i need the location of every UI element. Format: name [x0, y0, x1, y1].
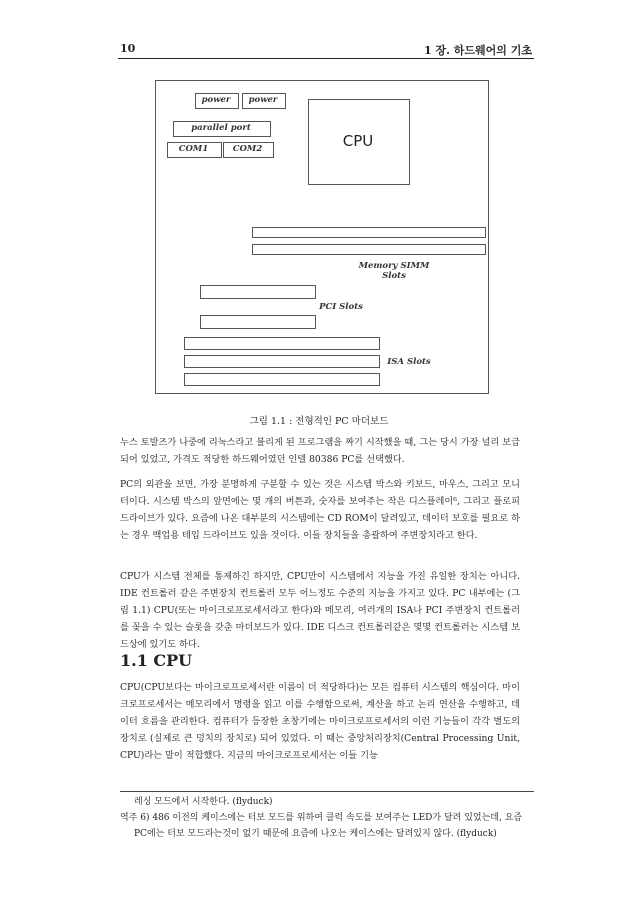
pci-slot-1 [200, 285, 316, 299]
section-heading: 1.1 CPU [120, 651, 193, 670]
footnote-6: 역주 6) 486 이전의 케이스에는 터보 모드를 위하여 클럭 속도를 보여주는 LED가 달려 있었는데, 요즘 PC에는 터보 모드라는것이 없기 때문에 요즘에 나오는 케이스에는 달려있지 않다. (flyduck) [120, 813, 523, 839]
power-2-label: power [248, 95, 278, 105]
isa-slots-label: ISA Slots [387, 357, 431, 367]
cpu-label: CPU [342, 132, 374, 150]
footnote-rule [120, 791, 534, 792]
memory-slot-1 [252, 227, 486, 238]
section-paragraph: CPU(CPU보다는 마이크로프로세서란 이름이 더 적당하다)는 모든 컴퓨터 시스템의 핵심이다. 마이크로프로세서는 메모리에서 명령을 읽고 이를 수행함으로써, 계산을 하고 논리 연산을 수행하고, 데이터 흐름을 관리한다. 컴퓨터가 등장한 초창기에는 마이크로프로세서의 이런 기능들이 각각 별도의 장치로 (실제로 큰 덩치의 장치로) 되어 있었다. 이 때는 중앙처리장치(Central Processing Unit, CPU)라는 말이 적합했다. 지금의 마이크로프로세서는 이들 기능 [120, 682, 520, 761]
memory-slots-label: Memory SIMM Slots [358, 261, 430, 281]
paragraph-3: CPU가 시스템 전체를 통제하긴 하지만, CPU만이 시스템에서 지능을 가진 유일한 장치는 아니다. IDE 컨트롤러 같은 주변장치 컨트롤러 모두 어느정도 수준의 지능을 가지고 있다. PC 내부에는 (그림 1.1) CPU(또는 마이크로프로세서라고 한다)와 메모리, 여러개의 ISA나 PCI 주변장치 컨트롤러를 꽂을 수 있는 슬롯을 갖춘 마더보드가 있다. IDE 디스크 컨트롤러같은 몇몇 컨트롤러는 시스템 보드상에 있기도 하다. [120, 571, 520, 650]
isa-slot-3 [184, 373, 380, 386]
com1-label: COM1 [178, 144, 209, 154]
parallel-port-label: parallel port [191, 123, 251, 133]
paragraph-2: PC의 외관을 보면, 가장 분명하게 구분할 수 있는 것은 시스템 박스와 키보드, 마우스, 그리고 모니터이다. 시스템 박스의 앞면에는 몇 개의 버튼과, 숫자를 보여주는 작은 디스플레이⁶, 그리고 플로피 드라이브가 있다. 요즘에 나온 대부분의 시스템에는 CD ROM이 달려있고, 데이터 보호를 필요로 하는 경우 백업용 테입 드라이브도 있을 것이다. 이들 장치들을 총괄하여 주변장치라고 한다. [120, 479, 520, 541]
chapter-title: 1 장. 하드웨어의 기초 [424, 44, 532, 57]
memory-slot-2 [252, 244, 486, 255]
com2-label: COM2 [232, 144, 263, 154]
pci-slot-2 [200, 315, 316, 329]
motherboard-diagram [155, 80, 489, 394]
pci-slots-label: PCI Slots [319, 302, 363, 312]
paragraph-1: 누스 토발즈가 나중에 리눅스라고 불리게 된 프로그램을 짜기 시작했을 때, 그는 당시 가장 널리 보급되어 있었고, 가격도 적당한 하드웨어였던 인텔 80386 PC를 선택했다. [120, 437, 520, 465]
isa-slot-1 [184, 337, 380, 350]
figure-caption: 그림 1.1 : 전형적인 PC 마더보드 [249, 416, 389, 427]
power-1-label: power [201, 95, 231, 105]
page-number: 10 [120, 42, 136, 55]
header-rule [118, 58, 534, 59]
isa-slot-2 [184, 355, 380, 368]
footnote-continuation: 레싱 모드에서 시작한다. (flyduck) [134, 797, 273, 807]
